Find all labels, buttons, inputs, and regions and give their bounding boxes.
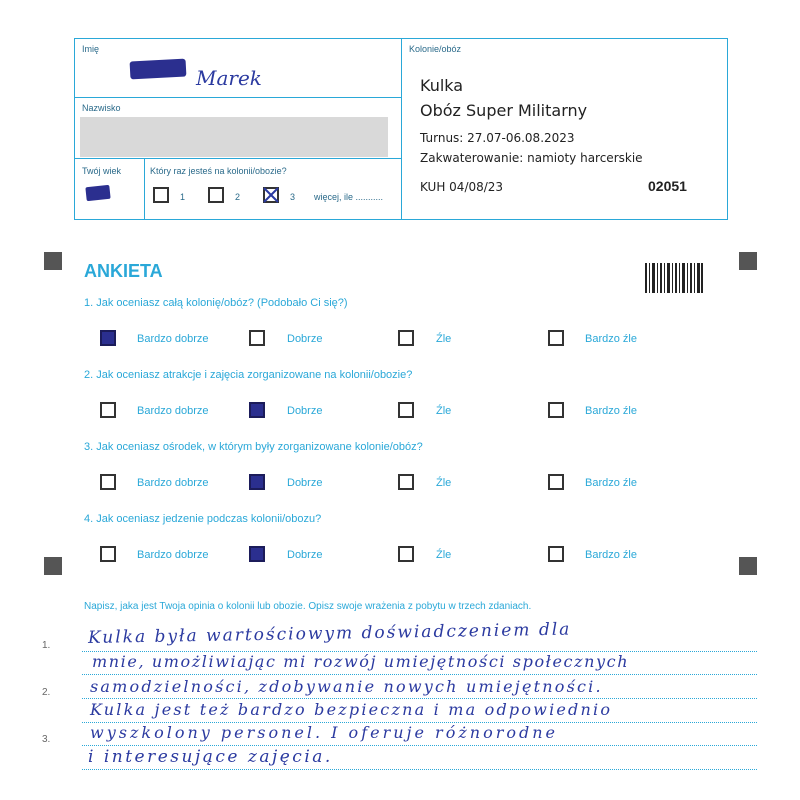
question-1: 1. Jak oceniasz całą kolonię/obóz? (Podobało Ci się?) [84, 297, 348, 309]
handwriting-line-3[interactable]: samodzielności, zdobywanie nowych umiejętności. [90, 677, 603, 696]
q2-checkbox-dobrze[interactable] [249, 402, 265, 418]
corner-marker-bottom-left [44, 557, 62, 575]
x-mark-icon [263, 187, 279, 203]
corner-marker-bottom-right [739, 557, 757, 575]
writing-line-3 [82, 698, 757, 699]
q2-checkbox-zle[interactable] [398, 402, 414, 418]
q3-option-bardzo-zle: Bardzo źle [585, 477, 637, 489]
zakwaterowanie: Zakwaterowanie: namioty harcerskie [420, 151, 643, 165]
line-number-2: 2. [42, 687, 51, 698]
times-checkbox-2[interactable] [208, 187, 224, 203]
question-3: 3. Jak oceniasz ośrodek, w którym były zorganizowane kolonie/obóz? [84, 441, 423, 453]
camp-subtitle: Obóz Super Militarny [420, 101, 588, 120]
header-divider-vertical [401, 38, 402, 219]
handwriting-line-6[interactable]: i interesujące zajęcia. [88, 747, 333, 767]
q1-option-bardzo-dobrze: Bardzo dobrze [137, 333, 209, 345]
times-label-3: 3 [290, 192, 296, 202]
q2-option-bardzo-zle: Bardzo źle [585, 405, 637, 417]
opinion-prompt: Napisz, jaka jest Twoja opinia o kolonii lub obozie. Opisz swoje wrażenia z pobytu w trzech zdaniach. [84, 601, 532, 612]
camp-name: Kulka [420, 76, 464, 95]
header-divider-2 [74, 158, 402, 159]
wiek-label: Twój wiek [82, 166, 122, 176]
wiecej-label: więcej, ile ........... [314, 192, 384, 202]
surname-redaction [80, 117, 388, 157]
handwriting-line-4[interactable]: Kulka jest też bardzo bezpieczna i ma odpowiednio [90, 700, 613, 719]
line-number-3: 3. [42, 734, 51, 745]
line-number-1: 1. [42, 640, 51, 651]
handwriting-line-2[interactable]: mnie, umożliwiając mi rozwój umiejętności społecznych [92, 652, 630, 671]
q1-checkbox-dobrze[interactable] [249, 330, 265, 346]
q1-option-zle: Źle [436, 333, 452, 345]
q4-checkbox-dobrze[interactable] [249, 546, 265, 562]
corner-marker-top-right [739, 252, 757, 270]
q1-option-bardzo-zle: Bardzo źle [585, 333, 637, 345]
q4-option-dobrze: Dobrze [287, 549, 323, 561]
writing-line-2 [82, 674, 757, 675]
nazwisko-label: Nazwisko [82, 103, 121, 113]
name-redaction [130, 59, 187, 80]
header-divider-1 [74, 97, 402, 98]
writing-line-6 [82, 769, 757, 770]
kolonie-label: Kolonie/obóz [409, 44, 462, 54]
form-number: 02051 [648, 178, 687, 194]
q4-option-bardzo-zle: Bardzo źle [585, 549, 637, 561]
header-divider-3 [144, 158, 145, 219]
writing-line-5 [82, 745, 757, 746]
q3-checkbox-dobrze[interactable] [249, 474, 265, 490]
turnus: Turnus: 27.07-06.08.2023 [420, 131, 575, 145]
question-2: 2. Jak oceniasz atrakcje i zajęcia zorganizowane na kolonii/obozie? [84, 369, 413, 381]
times-label-1: 1 [180, 192, 186, 202]
q3-checkbox-bardzo-zle[interactable] [548, 474, 564, 490]
q2-option-zle: Źle [436, 405, 452, 417]
q3-checkbox-zle[interactable] [398, 474, 414, 490]
camp-code: KUH 04/08/23 [420, 180, 504, 194]
q3-checkbox-bardzo-dobrze[interactable] [100, 474, 116, 490]
q4-checkbox-bardzo-dobrze[interactable] [100, 546, 116, 562]
barcode-icon [645, 263, 703, 293]
times-checkbox-3[interactable] [263, 187, 279, 203]
q2-checkbox-bardzo-zle[interactable] [548, 402, 564, 418]
handwriting-line-1[interactable]: Kulka była wartościowym doświadczeniem dla [87, 619, 572, 648]
q1-checkbox-bardzo-zle[interactable] [548, 330, 564, 346]
q2-checkbox-bardzo-dobrze[interactable] [100, 402, 116, 418]
times-checkbox-1[interactable] [153, 187, 169, 203]
ktory-raz-label: Który raz jesteś na kolonii/obozie? [150, 166, 287, 176]
q3-option-dobrze: Dobrze [287, 477, 323, 489]
imie-value[interactable]: Marek [196, 66, 262, 90]
times-label-2: 2 [235, 192, 241, 202]
question-4: 4. Jak oceniasz jedzenie podczas kolonii/obozu? [84, 513, 322, 525]
handwriting-line-5[interactable]: wyszkolony personel. I oferuje różnorodne [90, 723, 558, 742]
q3-option-bardzo-dobrze: Bardzo dobrze [137, 477, 209, 489]
imie-label: Imię [82, 44, 100, 54]
q4-option-bardzo-dobrze: Bardzo dobrze [137, 549, 209, 561]
q1-checkbox-zle[interactable] [398, 330, 414, 346]
q2-option-dobrze: Dobrze [287, 405, 323, 417]
corner-marker-top-left [44, 252, 62, 270]
q4-option-zle: Źle [436, 549, 452, 561]
q1-checkbox-bardzo-dobrze[interactable] [100, 330, 116, 346]
q4-checkbox-bardzo-zle[interactable] [548, 546, 564, 562]
age-redaction [85, 185, 110, 201]
q2-option-bardzo-dobrze: Bardzo dobrze [137, 405, 209, 417]
survey-title: ANKIETA [84, 261, 163, 281]
q4-checkbox-zle[interactable] [398, 546, 414, 562]
q3-option-zle: Źle [436, 477, 452, 489]
q1-option-dobrze: Dobrze [287, 333, 323, 345]
